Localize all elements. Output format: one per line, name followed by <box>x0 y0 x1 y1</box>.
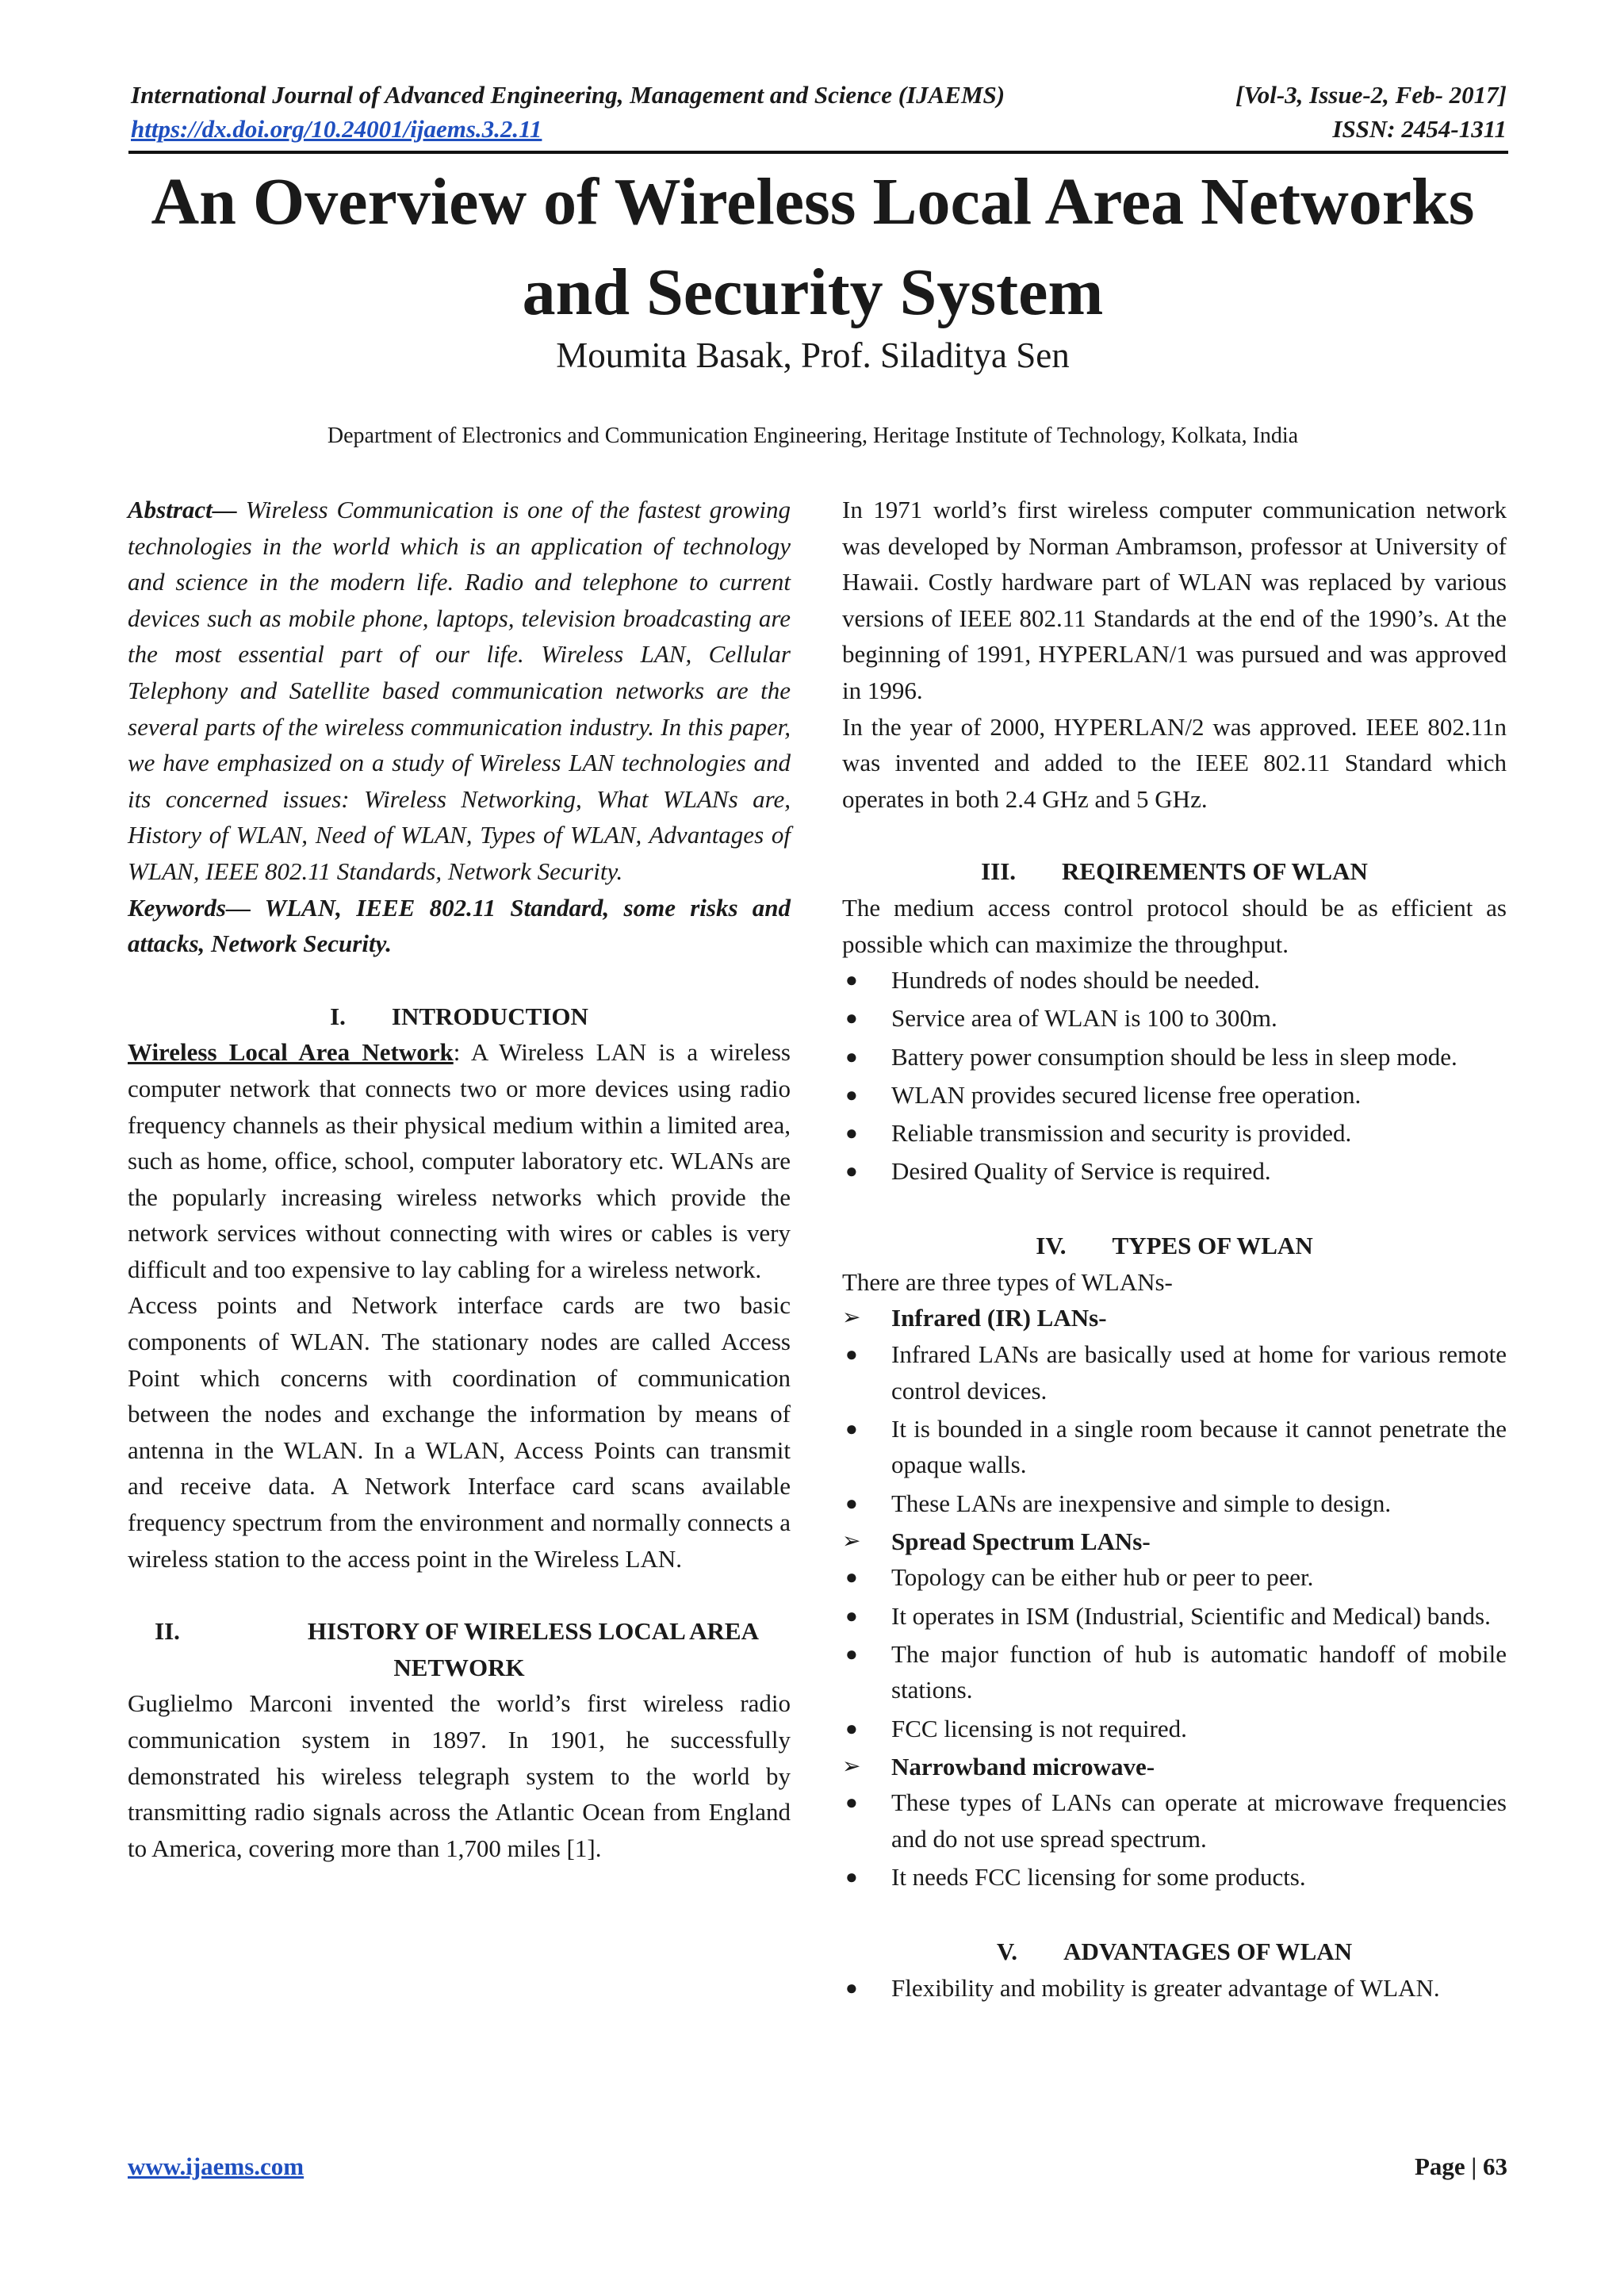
affiliation: Department of Electronics and Communication Engineering, Heritage Institute of Technology, Kolkata, India <box>327 424 1299 448</box>
keywords-label: Keywords— <box>128 893 251 922</box>
section-heading-types <box>842 1228 1507 1264</box>
bullet-icon: ● <box>845 1416 858 1440</box>
bullet-icon: ● <box>845 1343 858 1366</box>
paper-title <box>95 157 1530 338</box>
running-header-doi-row <box>131 113 1507 145</box>
history-paragraph-1: Guglielmo Marconi invented the world’s first wireless radio communication system in 1897. In 1901, he successfully demonstrated his wireless telegraph system to the world by transmitting radio signals across the Atlantic Ocean from England to America, covering more than 1,700 miles [1]. <box>128 1689 791 1862</box>
bullet-icon: ● <box>845 1045 858 1068</box>
bullet-icon: ● <box>845 1121 858 1144</box>
bullet-icon: ● <box>845 1604 858 1627</box>
title-line-1: An Overview of Wireless Local Area Networks <box>151 165 1475 239</box>
list-item: ● Service area of WLAN is 100 to 300m. <box>842 1000 1507 1037</box>
list-item: ● Reliable transmission and security is provided. <box>842 1115 1507 1152</box>
spacer <box>128 1577 791 1613</box>
section-title: INTRODUCTION <box>391 1002 588 1030</box>
journal-website-link[interactable]: www.ijaems.com <box>128 2152 304 2180</box>
arrow-bullet-icon: ➢ <box>842 1528 861 1554</box>
journal-name: International Journal of Advanced Engineering, Management and Science (IJAEMS) <box>131 81 1005 109</box>
bullet-icon: ● <box>845 1716 858 1740</box>
section-heading-requirements <box>842 853 1507 890</box>
defined-term: Wireless Local Area Network <box>128 1038 454 1067</box>
history-paragraph-2: In 1971 world’s first wireless computer communication network was developed by Norman Ambramson, professor at University of Hawaii. Costly hardware part of WLAN was replaced by various versions of IEEE 802.11 Standards at the end of the 1990’s. At the beginning of 1991, HYPERLAN/1 was pursued and was approved in 1996. <box>842 496 1507 704</box>
keywords <box>128 890 791 962</box>
running-header <box>131 79 1507 111</box>
arrow-bullet-icon: ➢ <box>842 1754 861 1779</box>
authors: Moumita Basak, Prof. Siladitya Sen <box>556 335 1070 375</box>
intro-p1-text: : A Wireless LAN is a wireless computer network that connects two or more devices using radio frequency channels as their physical medium within a limited area, such as home, office, school, computer laboratory etc. WLANs are the popularly increasing wireless networks which provide the network services without connecting with wires or cables is very difficult and too expensive to lay cabling for a wireless network. <box>128 1038 791 1283</box>
list-item: ● WLAN provides secured license free operation. <box>842 1077 1507 1114</box>
list-item: ● FCC licensing is not required. <box>842 1711 1507 1747</box>
subheading-spread-spectrum: ➢ Spread Spectrum LANs- <box>842 1524 1507 1560</box>
section-title: REQIREMENTS OF WLAN <box>1062 857 1368 886</box>
list-item: ● These LANs are inexpensive and simple to design. <box>842 1485 1507 1522</box>
infrared-list <box>842 1336 1507 1521</box>
types-intro: There are three types of WLANs- <box>842 1267 1173 1296</box>
subheading-infrared: ➢ Infrared (IR) LANs- <box>842 1300 1507 1336</box>
list-item: ● Topology can be either hub or peer to peer. <box>842 1559 1507 1596</box>
advantages-list <box>842 1970 1507 2007</box>
bullet-icon: ● <box>845 1865 858 1889</box>
page-number: Page | 63 <box>1414 2152 1507 2180</box>
spacer <box>842 1897 1507 1934</box>
section-heading-introduction <box>128 999 791 1035</box>
section-heading-history <box>128 1613 791 1685</box>
bullet-icon: ● <box>845 1976 858 1999</box>
section-title: ADVANTAGES OF WLAN <box>1063 1938 1353 1966</box>
list-item: ● Infrared LANs are basically used at home for various remote control devices. <box>842 1336 1507 1409</box>
requirements-list <box>842 962 1507 1190</box>
narrowband-list <box>842 1784 1507 1895</box>
arrow-bullet-icon: ➢ <box>842 1305 861 1331</box>
abstract-text: Wireless Communication is one of the fastest growing technologies in the world which is an application of technology and science in the modern life. Radio and telephone to current devices such as mobile phone, laptops, television broadcasting are the most essential part of our life. Wireless LAN, Cellular Telephony and Satellite based communication networks are the several parts of the wireless communication industry. In this paper, we have emphasized on a study of Wireless LAN technologies and its concerned issues: Wireless Networking, What WLANs are, History of WLAN, Need of WLAN, Types of WLAN, Advantages of WLAN, IEEE 802.11 Standards, Network Security. <box>128 496 791 885</box>
abstract-label: Abstract— <box>128 496 237 523</box>
bullet-icon: ● <box>845 968 858 992</box>
list-item: ● It is bounded in a single room because it cannot penetrate the opaque walls. <box>842 1411 1507 1483</box>
section-number: II. <box>155 1617 180 1646</box>
section-number: V. <box>996 1938 1018 1966</box>
list-item: ● It operates in ISM (Industrial, Scientific and Medical) bands. <box>842 1598 1507 1635</box>
list-item: ● Desired Quality of Service is required. <box>842 1153 1507 1190</box>
list-item: ● Flexibility and mobility is greater advantage of WLAN. <box>842 1970 1507 2007</box>
intro-paragraph-2: Access points and Network interface cards are two basic components of WLAN. The stationary nodes are called Access Point which concerns with coordination of communication between the nodes and exchange the information by means of antenna in the WLAN. In a WLAN, Access Points can transmit and receive data. A Network Interface card scans available frequency spectrum from the environment and normally connects a wireless station to the access point in the Wireless LAN. <box>128 1291 791 1573</box>
list-item: ● Battery power consumption should be less in sleep mode. <box>842 1039 1507 1075</box>
bullet-icon: ● <box>845 1491 858 1515</box>
right-column <box>842 492 1507 2008</box>
keywords-text: WLAN, IEEE 802.11 Standard, some risks and attacks, Network Security. <box>128 893 791 958</box>
abstract <box>128 492 791 890</box>
bullet-icon: ● <box>845 1006 858 1030</box>
bullet-icon: ● <box>845 1083 858 1106</box>
bullet-icon: ● <box>845 1791 858 1815</box>
section-number: IV. <box>1036 1232 1067 1260</box>
requirements-intro: The medium access control protocol should be as efficient as possible which can maximize the throughput. <box>842 893 1507 958</box>
volume-info: [Vol-3, Issue-2, Feb- 2017] <box>1235 81 1507 109</box>
bullet-icon: ● <box>845 1159 858 1183</box>
bullet-icon: ● <box>845 1642 858 1665</box>
spacer <box>842 817 1507 853</box>
section-heading-advantages <box>842 1934 1507 1970</box>
spread-spectrum-list <box>842 1559 1507 1746</box>
history-paragraph-3: In the year of 2000, HYPERLAN/2 was approved. IEEE 802.11n was invented and added to the IEEE 802.11 Standard which operates in both 2.4 GHz and 5 GHz. <box>842 712 1507 813</box>
page-footer <box>128 2151 1507 2183</box>
subheading-narrowband: ➢ Narrowband microwave- <box>842 1749 1507 1785</box>
issn: ISSN: 2454-1311 <box>1332 115 1507 143</box>
section-title-part-1: HISTORY OF WIRELESS LOCAL AREA <box>307 1617 759 1646</box>
spacer <box>842 1191 1507 1228</box>
header-rule <box>128 151 1508 154</box>
list-item: ● These types of LANs can operate at microwave frequencies and do not use spread spectrum. <box>842 1784 1507 1857</box>
list-item: ● The major function of hub is automatic handoff of mobile stations. <box>842 1636 1507 1708</box>
section-title-part-2: NETWORK <box>393 1653 525 1681</box>
spacer <box>128 962 791 999</box>
title-line-2: and Security System <box>522 255 1104 329</box>
bullet-icon: ● <box>845 1566 858 1589</box>
section-number: III. <box>981 857 1017 886</box>
doi-link[interactable]: https://dx.doi.org/10.24001/ijaems.3.2.11 <box>131 115 542 143</box>
intro-paragraph-1 <box>128 1034 791 1287</box>
list-item: ● It needs FCC licensing for some products. <box>842 1859 1507 1895</box>
section-title: TYPES OF WLAN <box>1112 1232 1313 1260</box>
section-number: I. <box>330 1002 346 1030</box>
left-column <box>128 492 791 1866</box>
list-item: ● Hundreds of nodes should be needed. <box>842 962 1507 999</box>
